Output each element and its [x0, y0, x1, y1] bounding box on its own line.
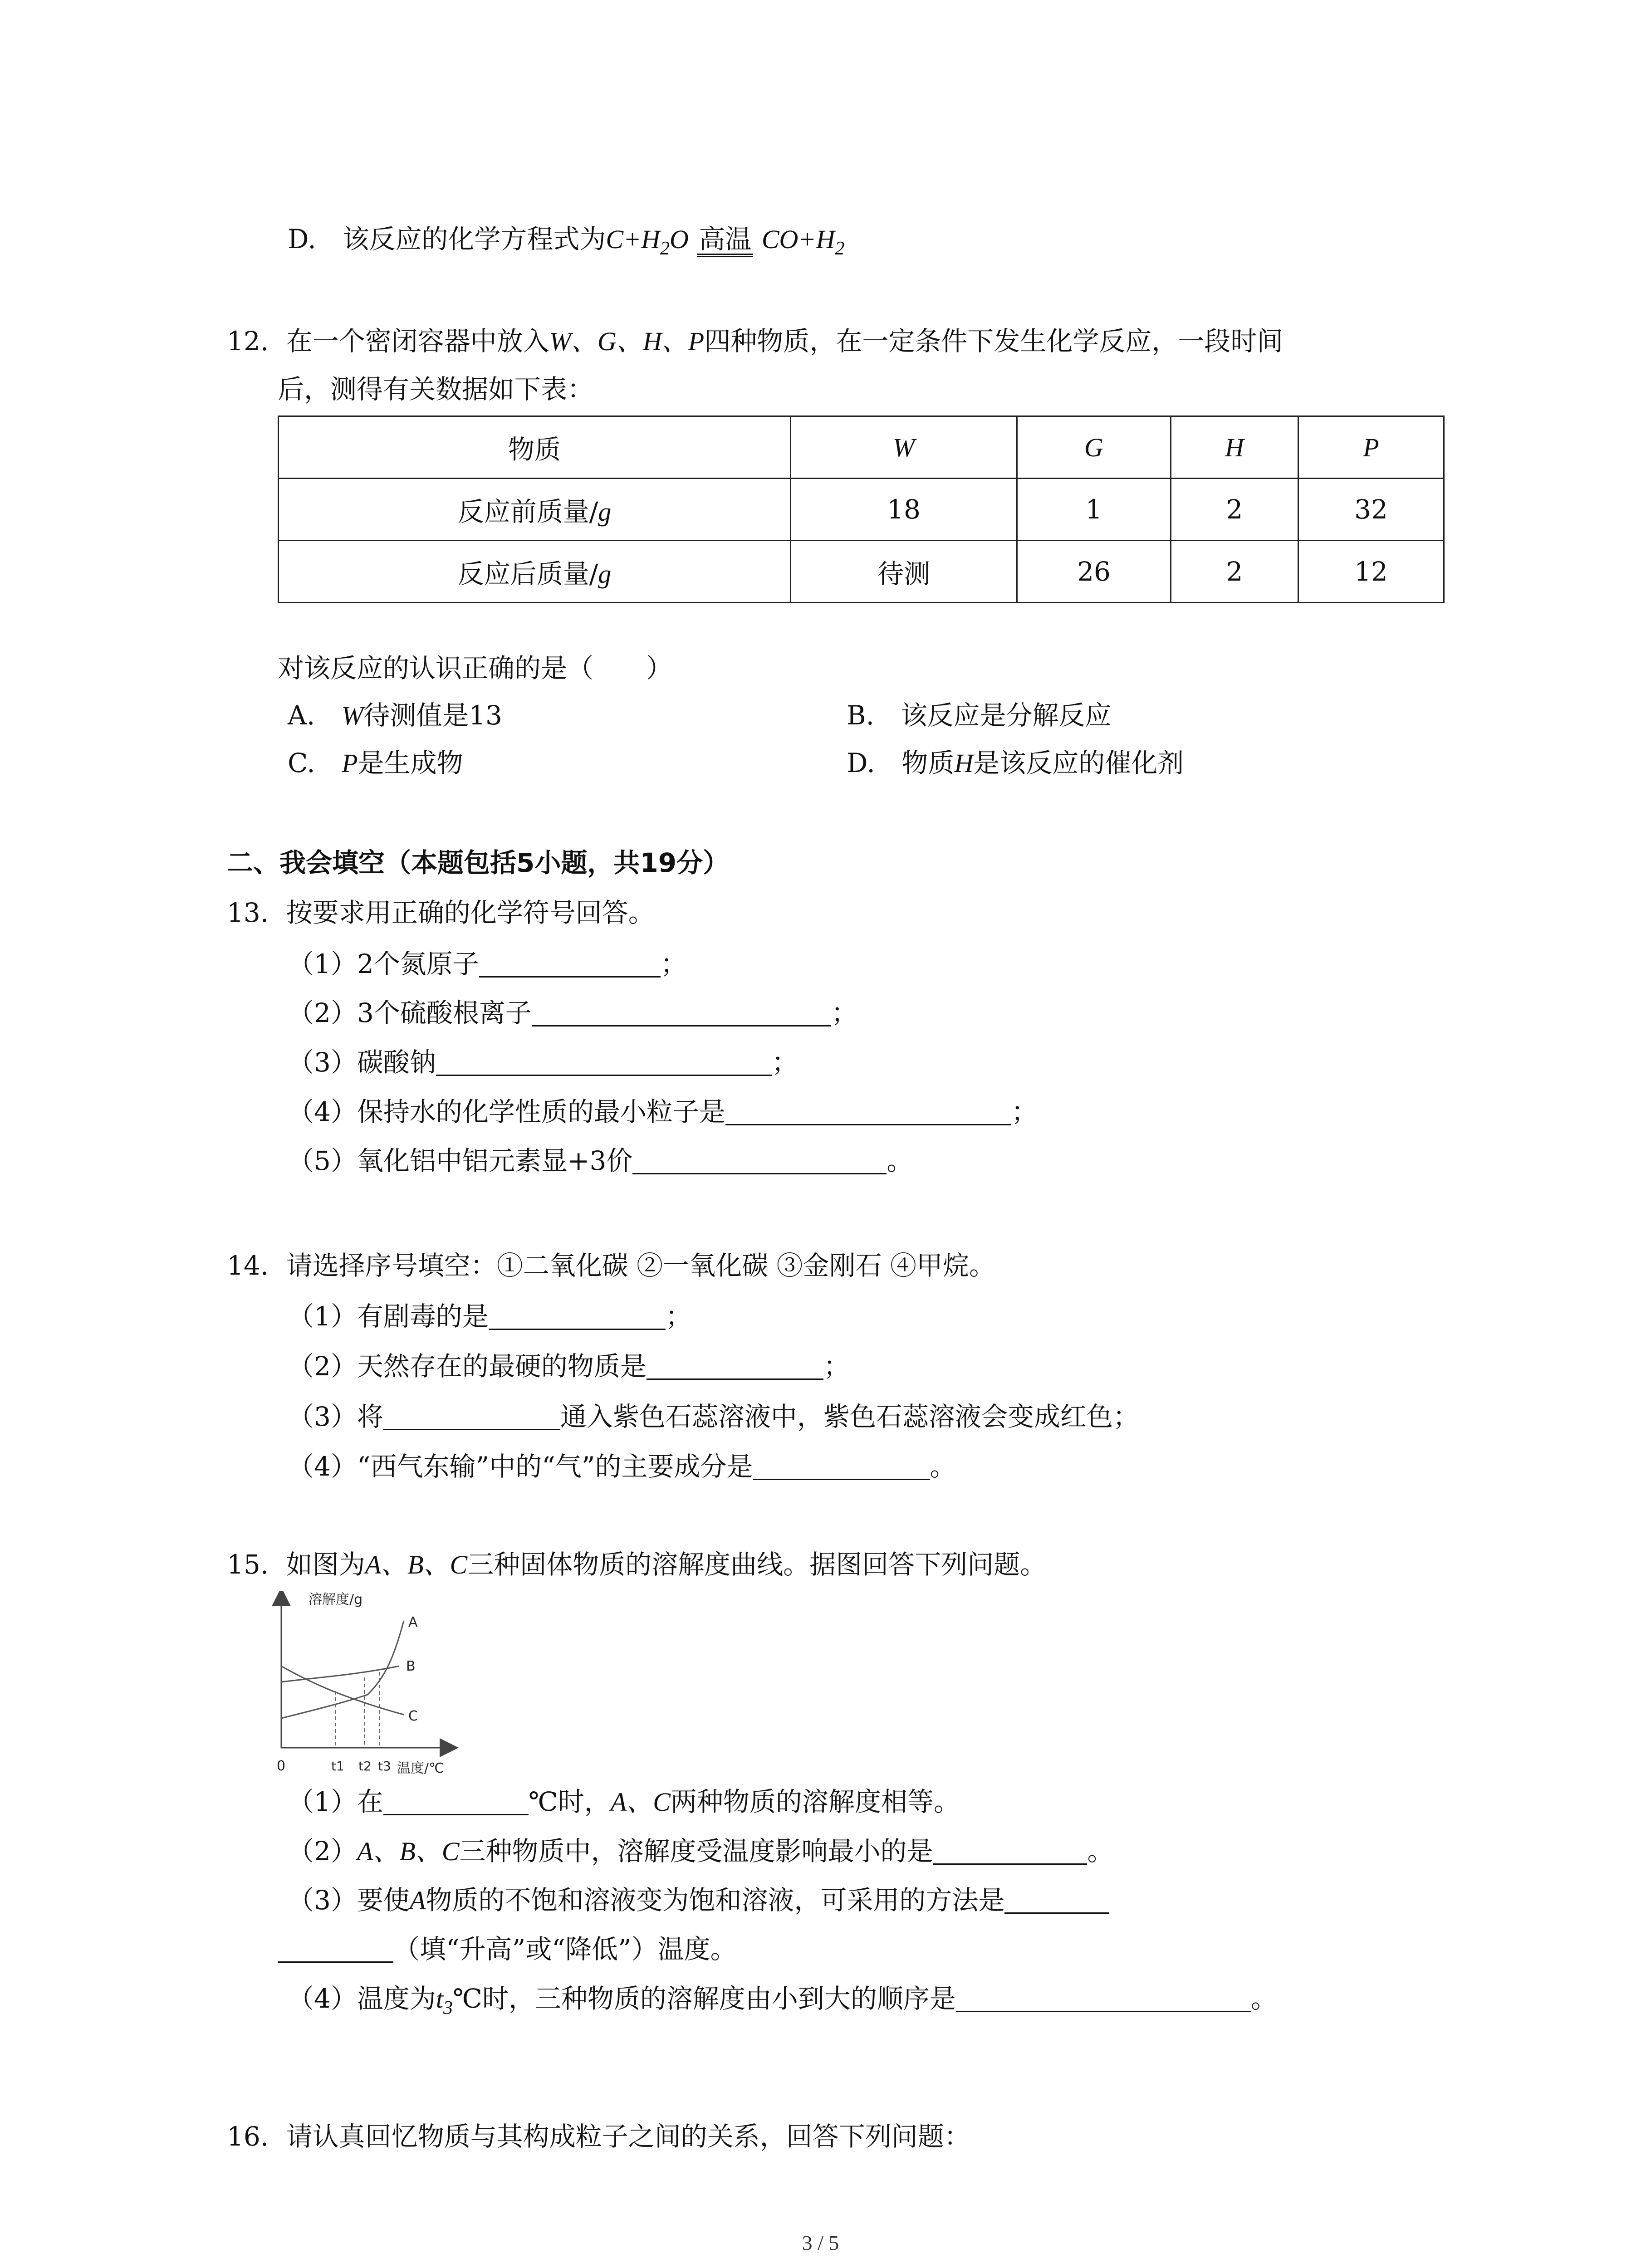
equation-product: CO+H [761, 225, 835, 254]
item-label: （1）在 [288, 1786, 383, 1817]
item-label: （1）2个氮原子 [288, 948, 479, 979]
table-header-row [279, 416, 1444, 479]
question-vars: A、B、C [365, 1550, 468, 1579]
q14-stem [227, 1247, 995, 1284]
item-text: 通入紫色石蕊溶液中，紫色石蕊溶液会变成红色； [560, 1401, 1139, 1432]
q13-stem [227, 894, 655, 931]
answer-blank[interactable] [933, 1837, 1087, 1865]
curve-a [281, 1621, 404, 1718]
option-text: 物质 [901, 748, 955, 778]
option-label: B. [847, 700, 875, 731]
table-row [279, 479, 1444, 541]
equation-reactant: C+H [606, 225, 661, 254]
item-label: （4）温度为 [288, 1983, 436, 2014]
table-cell: 待测 [791, 541, 1017, 603]
item-text: ℃时，三种物质的溶解度由小到大的顺序是 [453, 1983, 956, 2014]
item-end: 。 [930, 1451, 956, 1482]
q15-stem [227, 1546, 1046, 1583]
table-cell: 2 [1171, 479, 1298, 541]
item-subscript: 3 [443, 1998, 453, 2019]
item-label: （1）有剧毒的是 [288, 1301, 489, 1332]
item-end: ； [665, 1301, 692, 1332]
q12-line1 [227, 323, 1283, 360]
option-label: A. [288, 700, 315, 731]
question-text: 四种物质，在一定条件下发生化学反应，一段时间 [704, 326, 1283, 357]
equation-subscript: 2 [835, 238, 845, 259]
table-cell: 26 [1017, 541, 1171, 603]
q15-item-4 [288, 1980, 1277, 2026]
table-row [279, 541, 1444, 603]
page-number: 3 / 5 [802, 2231, 839, 2254]
row-label-unit: g [598, 559, 612, 589]
option-var: H [954, 748, 974, 778]
q13-item-3 [288, 1044, 798, 1080]
table-header-cell: W [791, 416, 1017, 479]
item-text: 两种物质的溶解度相等。 [670, 1786, 960, 1817]
item-label: （3）将 [288, 1401, 383, 1432]
chart-origin-label: 0 [277, 1758, 286, 1774]
table-cell: 2 [1171, 541, 1298, 603]
item-text: ℃时， [528, 1786, 611, 1817]
q12-option-b [847, 697, 1112, 733]
table-cell: 32 [1298, 479, 1444, 541]
item-label: （3）要使 [288, 1885, 410, 1916]
q14-item-2 [288, 1348, 850, 1384]
option-var: P [342, 748, 358, 778]
table-cell: 1 [1017, 479, 1171, 541]
table-cell: 12 [1298, 541, 1444, 603]
item-label: （3）碳酸钠 [288, 1047, 436, 1078]
q15-item-3 [288, 1882, 1109, 1919]
question-number: 14. [227, 1250, 269, 1281]
item-end: ； [823, 1351, 850, 1382]
chart-tick-t2: t2 [358, 1759, 372, 1774]
table-header-cell: G [1017, 416, 1171, 479]
item-text: （填“升高”或“降低”）温度。 [393, 1934, 737, 1965]
q15-item-3-cont [278, 1931, 737, 1967]
option-text: 是该反应的催化剂 [973, 748, 1184, 778]
question-text: 请认真回忆物质与其构成粒子之间的关系，回答下列问题： [286, 2121, 970, 2152]
q13-item-1 [288, 946, 687, 982]
chart-tick-t3: t3 [378, 1759, 391, 1774]
section-title: 二、我会填空（本题包括5小题，共19分） [227, 847, 730, 878]
curve-c [281, 1666, 404, 1715]
q14-item-1 [288, 1298, 692, 1334]
table-row-label: 反应后质量/g [279, 541, 791, 603]
q12-stem: 对该反应的认识正确的是（ ） [278, 653, 673, 684]
q12-option-c [288, 745, 463, 782]
item-label: （2）天然存在的最硬的物质是 [288, 1351, 647, 1382]
question-number: 15. [227, 1549, 269, 1580]
row-label-text: 反应前质量 [457, 496, 589, 527]
answer-blank[interactable] [1004, 1886, 1109, 1914]
option-var: W [341, 701, 364, 730]
answer-blank[interactable] [278, 1935, 393, 1963]
item-label: （4）“西气东输”中的“气”的主要成分是 [288, 1451, 753, 1482]
option-label: C. [288, 748, 315, 778]
chart-x-axis-label: 温度/℃ [397, 1760, 444, 1776]
item-label: （2） [288, 1836, 357, 1867]
solubility-curve-chart [268, 1591, 485, 1782]
row-label-text: 反应后质量 [457, 558, 589, 589]
equation-subscript: 2 [660, 238, 670, 259]
question-text: 在一个密闭容器中放入 [286, 326, 549, 357]
curve-b [281, 1666, 399, 1682]
item-label: （4）保持水的化学性质的最小粒子是 [288, 1096, 725, 1127]
option-text: 是生成物 [358, 748, 463, 778]
answer-blank[interactable] [647, 1352, 823, 1380]
item-var: A [409, 1886, 426, 1915]
question-number: 16. [227, 2121, 269, 2152]
curve-label-c: C [408, 1708, 418, 1724]
item-text: 三种物质中，溶解度受温度影响最小的是 [459, 1836, 933, 1867]
q12-data-table [278, 415, 1445, 603]
item-end: 。 [1087, 1836, 1114, 1867]
table-header-cell: 物质 [279, 416, 791, 479]
question-vars: W、G、H、P [549, 327, 705, 356]
option-text: 该反应的化学方程式为 [343, 224, 606, 254]
item-end: ； [831, 997, 857, 1028]
equation-reactant-o: O [670, 225, 689, 254]
item-end: 。 [887, 1145, 913, 1176]
q15-item-1 [288, 1784, 960, 1820]
chart-y-axis-label: 溶解度/g [309, 1592, 363, 1608]
q14-item-4 [288, 1448, 956, 1485]
item-vars: A、B、C [357, 1837, 460, 1866]
answer-blank[interactable] [532, 999, 831, 1026]
item-end: ； [1011, 1096, 1038, 1127]
q14-item-3 [288, 1398, 1139, 1435]
curve-label-a: A [408, 1614, 418, 1630]
curve-label-b: B [406, 1658, 416, 1674]
item-end: ； [771, 1047, 798, 1078]
q12-option-d [847, 745, 1184, 782]
q13-item-4 [288, 1094, 1038, 1130]
option-label: D. [288, 224, 316, 254]
answer-blank[interactable] [383, 1403, 560, 1430]
answer-blank[interactable] [725, 1098, 1011, 1125]
option-text: 该反应是分解反应 [901, 700, 1112, 731]
question-text: 如图为 [286, 1549, 365, 1580]
table-cell: 18 [791, 479, 1017, 541]
answer-blank[interactable] [753, 1452, 930, 1480]
item-end: 。 [1250, 1983, 1277, 2014]
answer-blank[interactable] [479, 950, 661, 978]
q13-item-2 [288, 995, 857, 1031]
question-number: 12. [227, 326, 269, 357]
question-text: 按要求用正确的化学符号回答。 [286, 897, 655, 928]
question-number: 13. [227, 897, 269, 928]
chart-tick-t1: t1 [331, 1759, 344, 1774]
q13-item-5 [288, 1143, 913, 1179]
item-label: （5）氧化铝中铝元素显+3价 [288, 1145, 633, 1176]
q12-line2: 后，测得有关数据如下表： [278, 374, 594, 405]
table-row-label: 反应前质量/g [279, 479, 791, 541]
answer-blank[interactable] [956, 1984, 1251, 2012]
table-header-cell: H [1171, 416, 1298, 479]
item-text: 物质的不饱和溶液变为饱和溶液，可采用的方法是 [426, 1885, 1005, 1916]
answer-blank[interactable] [489, 1302, 666, 1330]
item-var: t [436, 1984, 444, 2014]
q15-item-2 [288, 1833, 1113, 1870]
q16-stem [227, 2118, 970, 2155]
answer-blank[interactable] [383, 1788, 529, 1815]
answer-blank[interactable] [436, 1048, 772, 1076]
option-label: D. [847, 748, 875, 778]
item-label: （2）3个硫酸根离子 [288, 997, 532, 1028]
item-end: ； [660, 948, 687, 979]
option-text: 待测值是13 [363, 700, 502, 731]
answer-blank[interactable] [632, 1147, 887, 1174]
question-text: 请选择序号填空：①二氧化碳 ②一氧化碳 ③金刚石 ④甲烷。 [286, 1250, 995, 1281]
q11-option-d [288, 221, 844, 267]
question-text: 三种固体物质的溶解度曲线。据图回答下列问题。 [467, 1549, 1047, 1580]
row-label-unit: g [598, 497, 612, 527]
table-header-cell: P [1298, 416, 1444, 479]
q12-option-a [288, 697, 502, 734]
equation-condition: 高温 [697, 225, 753, 257]
item-vars: A、C [610, 1787, 671, 1817]
